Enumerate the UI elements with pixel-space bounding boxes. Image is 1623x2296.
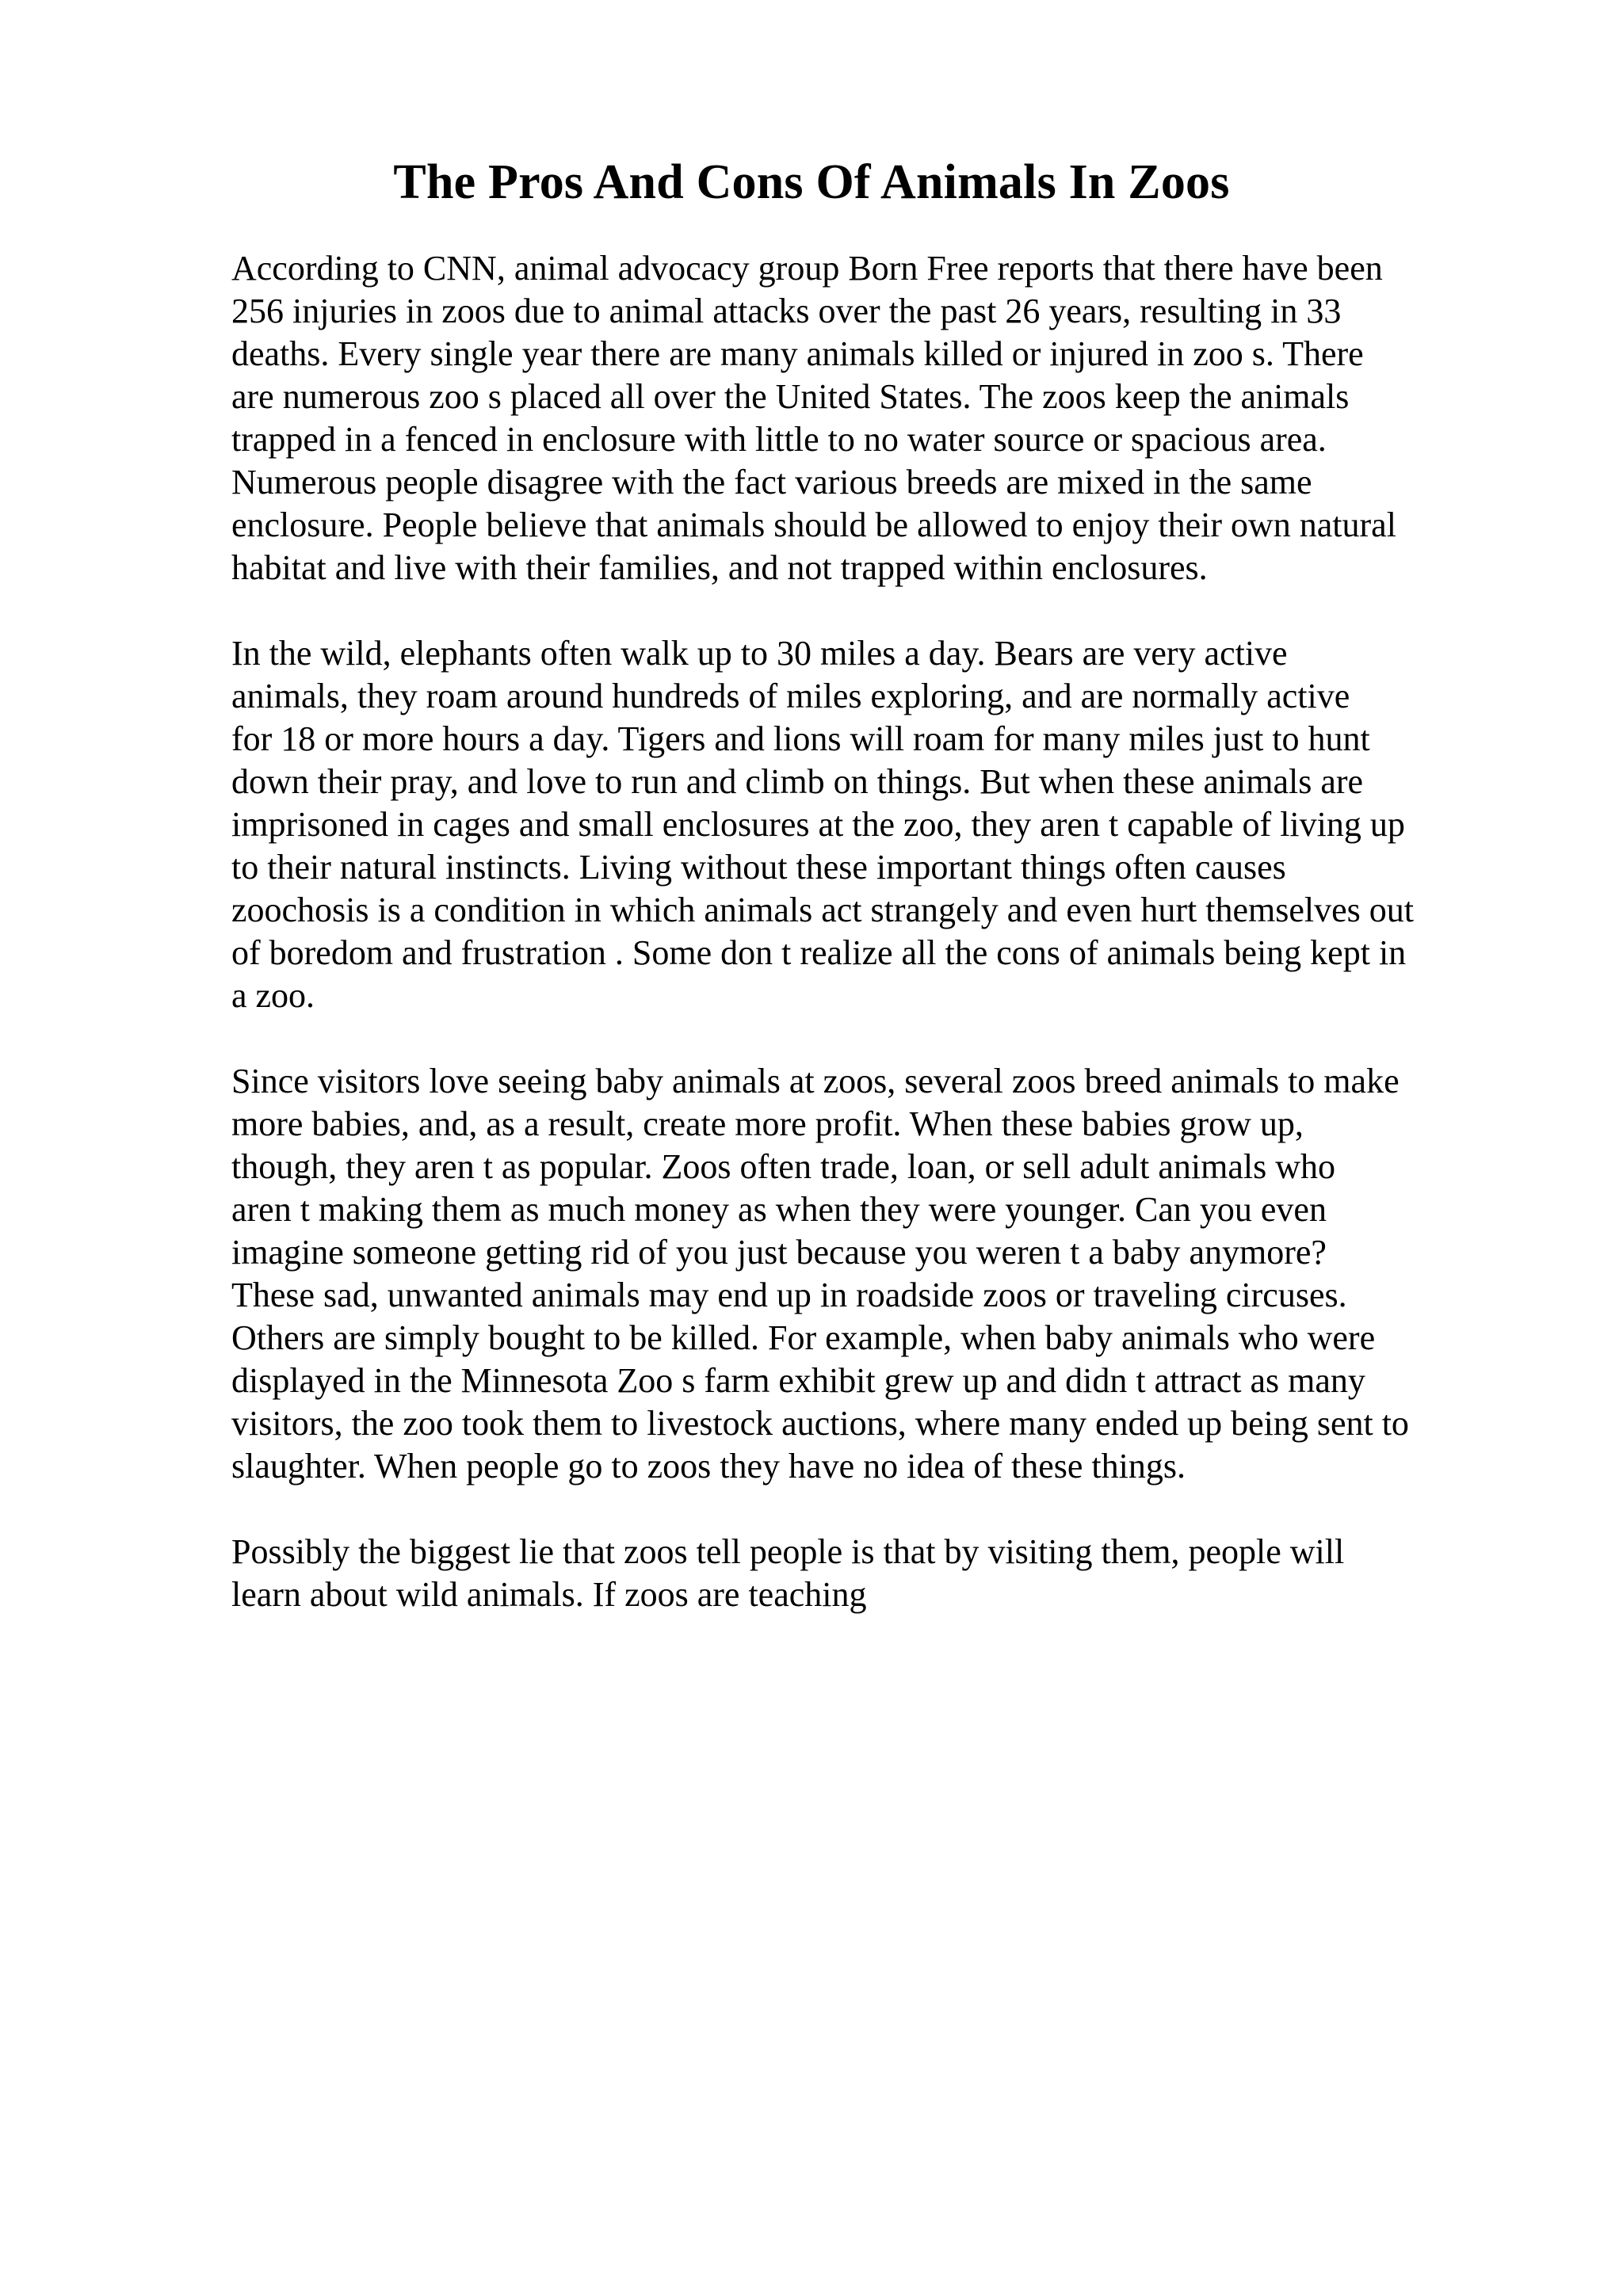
paragraph-line: learn about wild animals. If zoos are teaching — [231, 1575, 867, 1614]
paragraph-line: Since visitors love seeing baby animals at zoos, several zoos breed animals to make — [231, 1062, 1400, 1100]
document-body — [231, 247, 1579, 1659]
paragraph-line: Others are simply bought to be killed. For example, when baby animals who were — [231, 1318, 1376, 1357]
paragraph-line: of boredom and frustration . Some don t realize all the cons of animals being kept in — [231, 933, 1407, 972]
paragraph-line: imprisoned in cages and small enclosures at the zoo, they aren t capable of living up — [231, 805, 1405, 844]
paragraph-line: visitors, the zoo took them to livestock auctions, where many ended up being sent to — [231, 1404, 1409, 1443]
paragraph-line: According to CNN, animal advocacy group Born Free reports that there have been — [231, 249, 1383, 288]
paragraph-line: trapped in a fenced in enclosure with little to no water source or spacious area. — [231, 420, 1327, 459]
paragraph-3 — [231, 1060, 1579, 1488]
paragraph-line: displayed in the Minnesota Zoo s farm exhibit grew up and didn t attract as many — [231, 1361, 1365, 1400]
paragraph-line: animals, they roam around hundreds of miles exploring, and are normally active — [231, 677, 1350, 715]
paragraph-line: to their natural instincts. Living without these important things often causes — [231, 848, 1286, 887]
paragraph-line: These sad, unwanted animals may end up in roadside zoos or traveling circuses. — [231, 1276, 1347, 1314]
paragraph-line: habitat and live with their families, and not trapped within enclosures. — [231, 548, 1208, 587]
paragraph-line: down their pray, and love to run and climb on things. But when these animals are — [231, 762, 1364, 801]
document-title: The Pros And Cons Of Animals In Zoos — [393, 155, 1230, 209]
paragraph-line: Possibly the biggest lie that zoos tell people is that by visiting them, people will — [231, 1532, 1345, 1571]
paragraph-line: enclosure. People believe that animals should be allowed to enjoy their own natural — [231, 505, 1396, 544]
paragraph-line: for 18 or more hours a day. Tigers and lions will roam for many miles just to hunt — [231, 719, 1370, 758]
paragraph-line: though, they aren t as popular. Zoos often trade, loan, or sell adult animals who — [231, 1147, 1336, 1186]
paragraph-line: Numerous people disagree with the fact various breeds are mixed in the same — [231, 463, 1312, 502]
paragraph-line: a zoo. — [231, 976, 315, 1015]
paragraph-line: slaughter. When people go to zoos they have no idea of these things. — [231, 1447, 1186, 1486]
paragraph-line: aren t making them as much money as when they were younger. Can you even — [231, 1190, 1327, 1229]
paragraph-2 — [231, 632, 1579, 1017]
paragraph-line: imagine someone getting rid of you just because you weren t a baby anymore? — [231, 1233, 1327, 1272]
paragraph-line: are numerous zoo s placed all over the United States. The zoos keep the animals — [231, 377, 1350, 416]
paragraph-line: deaths. Every single year there are many animals killed or injured in zoo s. There — [231, 334, 1364, 373]
paragraph-line: In the wild, elephants often walk up to 30 miles a day. Bears are very active — [231, 634, 1288, 673]
paragraph-line: more babies, and, as a result, create more profit. When these babies grow up, — [231, 1104, 1304, 1143]
paragraph-1 — [231, 247, 1579, 589]
paragraph-line: zoochosis is a condition in which animals act strangely and even hurt themselves out — [231, 891, 1414, 929]
paragraph-4 — [231, 1531, 1579, 1616]
paragraph-line: 256 injuries in zoos due to animal attacks over the past 26 years, resulting in 33 — [231, 292, 1342, 330]
